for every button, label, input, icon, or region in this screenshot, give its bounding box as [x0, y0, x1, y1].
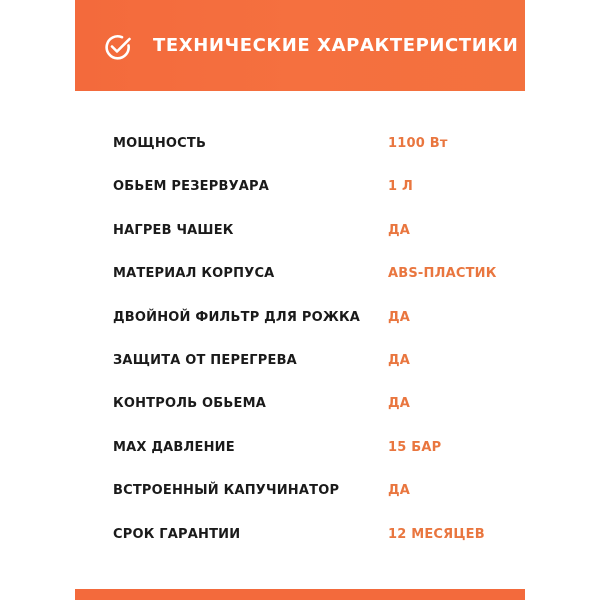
spec-row — [75, 428, 525, 471]
spec-value: ДА — [388, 222, 411, 238]
spec-value: ДА — [388, 483, 411, 499]
spec-row — [75, 384, 525, 427]
spec-row — [75, 211, 525, 254]
spec-label: СРОК ГАРАНТИИ — [113, 526, 241, 542]
spec-row — [75, 298, 525, 341]
spec-label: ВСТРОЕННЫЙ КАПУЧИНАТОР — [113, 483, 340, 499]
spec-value: ДА — [388, 309, 411, 325]
spec-row — [75, 254, 525, 297]
page-title: ТЕХНИЧЕСКИЕ ХАРАКТЕРИСТИКИ — [153, 35, 519, 56]
check-circle-icon — [102, 31, 134, 63]
spec-row — [75, 515, 525, 558]
spec-label: МАТЕРИАЛ КОРПУСА — [113, 266, 275, 282]
spec-card — [75, 0, 525, 600]
header-banner — [75, 0, 525, 91]
spec-label: MAX ДАВЛЕНИЕ — [113, 439, 235, 455]
spec-value: 1 Л — [388, 179, 413, 195]
spec-row — [75, 167, 525, 210]
spec-value: ДА — [388, 396, 411, 412]
spec-label: ДВОЙНОЙ ФИЛЬТР ДЛЯ РОЖКА — [113, 309, 361, 325]
spec-label: ОБЬЕМ РЕЗЕРВУАРА — [113, 179, 270, 195]
spec-row — [75, 341, 525, 384]
spec-value: ДА — [388, 352, 411, 368]
spec-value: 1100 Вт — [388, 136, 448, 151]
spec-label: ЗАЩИТА ОТ ПЕРЕГРЕВА — [113, 352, 297, 368]
spec-label: КОНТРОЛЬ ОБЬЕМА — [113, 396, 266, 412]
spec-value: 12 МЕСЯЦЕВ — [388, 526, 485, 542]
spec-value: 15 БАР — [388, 439, 442, 455]
spec-value: ABS-ПЛАСТИК — [388, 266, 497, 282]
spec-label: МОЩНОСТЬ — [113, 136, 207, 151]
spec-list — [75, 124, 525, 558]
spec-label: НАГРЕВ ЧАШЕК — [113, 222, 234, 238]
spec-row — [75, 124, 525, 167]
spec-row — [75, 471, 525, 514]
footer-accent-bar — [75, 589, 525, 600]
